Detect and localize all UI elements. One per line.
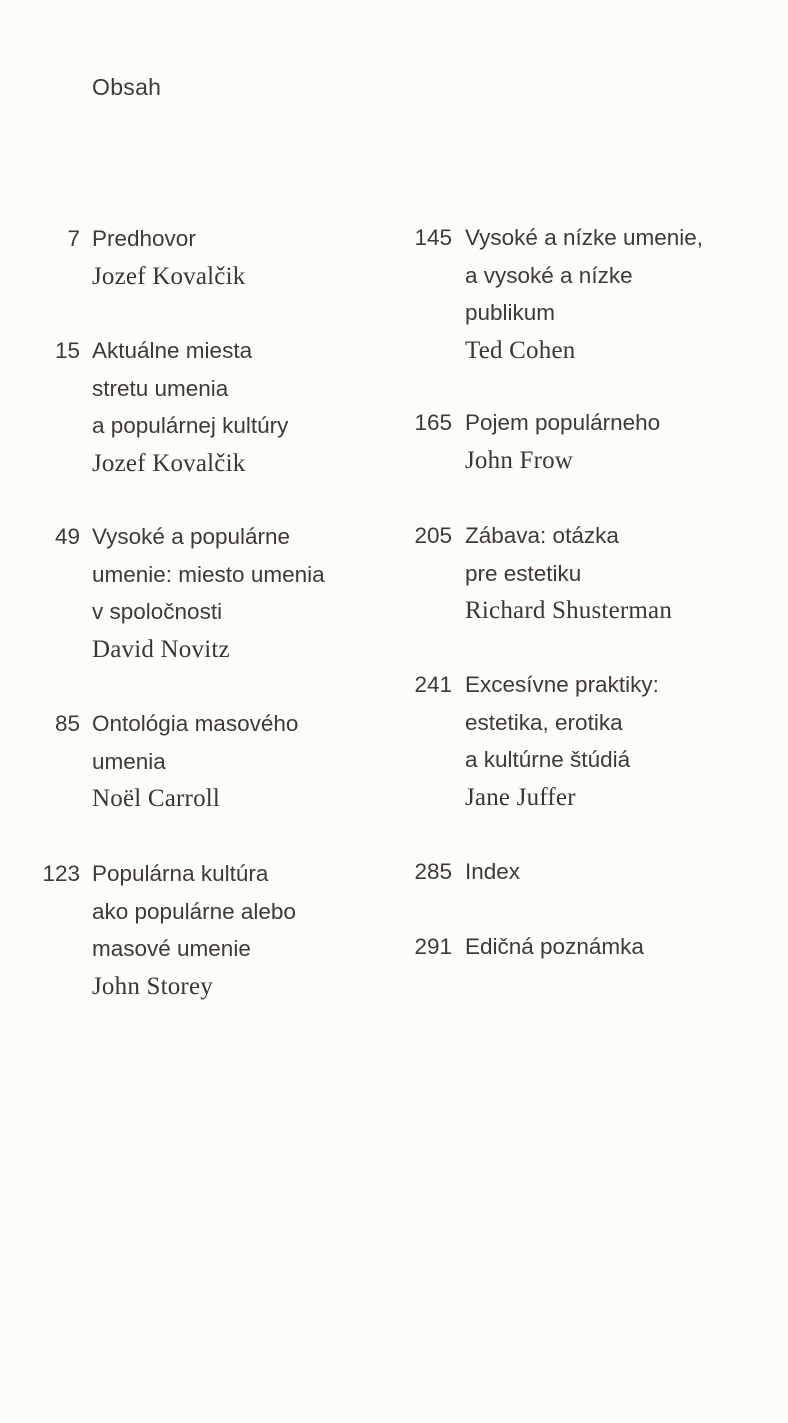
- toc-title-line: Index: [465, 859, 521, 884]
- toc-page-number: 123: [42, 861, 80, 886]
- toc-title-line: pre estetiku: [465, 560, 582, 586]
- toc-author: Jozef Kovalčik: [92, 449, 246, 477]
- toc-page-number: 49: [54, 524, 80, 549]
- page-title: Obsah: [92, 74, 162, 100]
- toc-title-line: estetika, erotika: [465, 709, 623, 735]
- toc-author: Ted Cohen: [465, 336, 576, 364]
- toc-title-line: Zábava: otázka: [465, 523, 619, 548]
- toc-author: David Novitz: [92, 635, 230, 663]
- toc-page-number: 291: [414, 934, 452, 959]
- toc-page-number: 241: [414, 672, 452, 697]
- toc-entry-body: [465, 666, 659, 816]
- toc-entry-body: [465, 853, 520, 891]
- toc-title-line: stretu umenia: [92, 375, 229, 401]
- toc-title-line: umenia: [92, 748, 166, 774]
- toc-author: John Frow: [465, 446, 574, 474]
- toc-author: Jane Juffer: [465, 783, 576, 811]
- toc-page-number: 165: [414, 410, 452, 435]
- toc-entry-body: [92, 220, 245, 295]
- toc-title-line: a kultúrne štúdiá: [465, 747, 631, 772]
- toc-entry-body: [92, 855, 296, 1005]
- toc-page-number: 85: [54, 711, 80, 736]
- toc-author: Richard Shusterman: [465, 597, 673, 624]
- toc-page-number: 145: [414, 225, 452, 250]
- toc-title-line: a vysoké a nízke: [465, 262, 633, 288]
- toc-entry-body: [92, 518, 325, 668]
- toc-title-line: Predhovor: [92, 226, 196, 251]
- toc-page-number: 7: [67, 226, 80, 251]
- toc-author: Jozef Kovalčik: [92, 262, 246, 290]
- toc-author: Noël Carroll: [92, 785, 221, 812]
- toc-page-number: 285: [414, 859, 452, 884]
- toc-entry-body: [92, 705, 298, 818]
- toc-title-line: Vysoké a populárne: [92, 524, 291, 549]
- toc-title-line: ako populárne alebo: [92, 898, 296, 924]
- toc-title-line: a populárnej kultúry: [92, 413, 289, 438]
- toc-title-line: v spoločnosti: [92, 599, 223, 624]
- toc-title-line: publikum: [465, 300, 556, 325]
- toc-title-line: Aktuálne miesta: [92, 338, 253, 363]
- toc-page-number: 15: [54, 338, 80, 363]
- toc-title-line: umenie: miesto umenia: [92, 561, 325, 587]
- toc-entry-body: [465, 219, 703, 369]
- toc-title-line: masové umenie: [92, 936, 251, 961]
- toc-entry-body: [465, 404, 660, 479]
- toc-title-line: Ontológia masového: [92, 711, 299, 736]
- toc-entry-body: [465, 517, 672, 630]
- toc-title-line: Pojem populárneho: [465, 410, 661, 435]
- toc-page-number: 205: [414, 523, 452, 548]
- toc-title-line: Populárna kultúra: [92, 861, 269, 886]
- toc-entry-body: [92, 332, 288, 482]
- toc-entry-body: [465, 928, 644, 966]
- toc-author: John Storey: [92, 972, 213, 1000]
- toc-title-line: Edičná poznámka: [465, 934, 644, 959]
- toc-title-line: Vysoké a nízke umenie,: [465, 225, 704, 250]
- toc-title-line: Excesívne praktiky:: [465, 672, 659, 697]
